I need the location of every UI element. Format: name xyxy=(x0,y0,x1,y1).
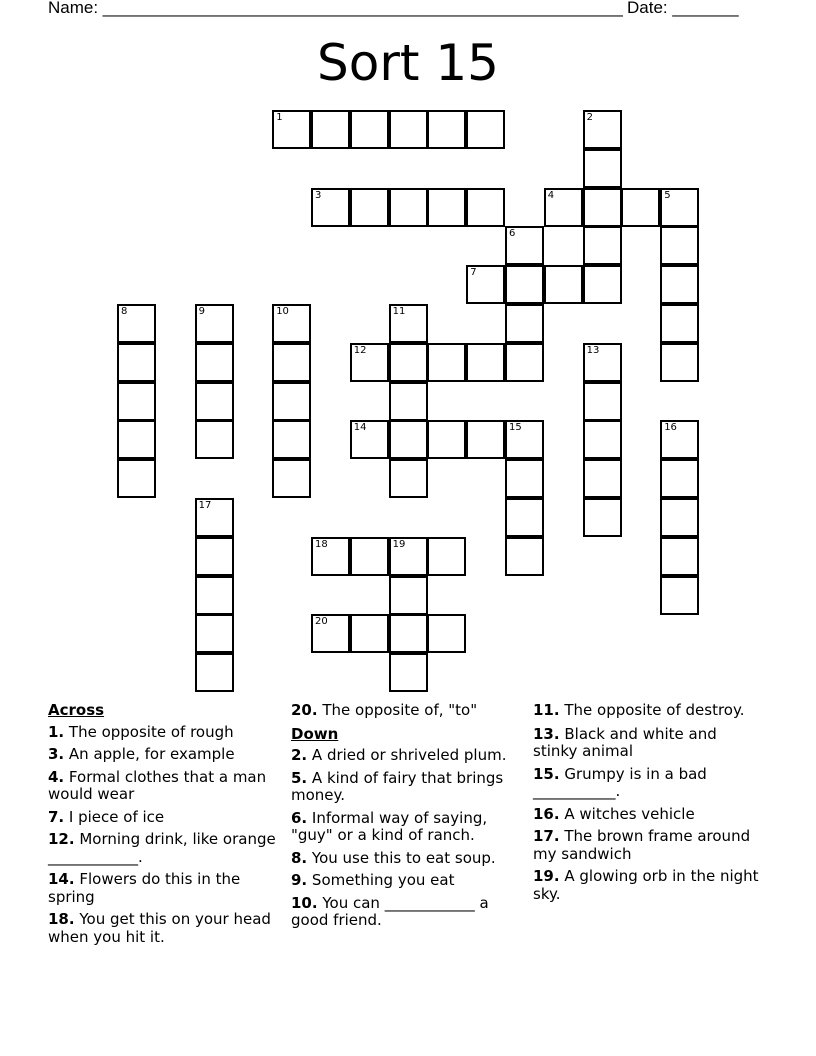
grid-cell[interactable] xyxy=(583,226,622,265)
grid-cell[interactable] xyxy=(427,420,466,459)
grid-cell[interactable] xyxy=(117,343,156,382)
clue-down-8: 8. You use this to eat soup. xyxy=(291,848,496,867)
grid-cell[interactable] xyxy=(466,343,505,382)
grid-cell[interactable] xyxy=(389,653,428,692)
clue-number: 14 xyxy=(353,422,367,434)
grid-cell[interactable] xyxy=(195,653,234,692)
clue-down-9: 9. Something you eat xyxy=(291,871,455,889)
clue-number: 19 xyxy=(392,538,406,550)
grid-cell[interactable] xyxy=(389,459,428,498)
clue-number: 17 xyxy=(198,500,212,511)
clue-down-10: 10. You can ____________ a good friend. xyxy=(291,893,489,929)
grid-cell[interactable] xyxy=(117,382,156,421)
name-field[interactable]: Name: _______________________________________________________ xyxy=(48,0,623,17)
grid-cell[interactable] xyxy=(660,459,699,498)
grid-cell[interactable] xyxy=(195,576,234,615)
clues-column-1 xyxy=(48,700,276,951)
grid-cell[interactable] xyxy=(505,537,544,576)
grid-cell[interactable] xyxy=(311,188,350,227)
grid-cell[interactable] xyxy=(660,537,699,576)
grid-cell[interactable] xyxy=(466,110,505,149)
grid-cell[interactable] xyxy=(389,537,428,576)
clue-across-12: 12. Morning drink, like orange ____________. xyxy=(48,830,276,866)
clue-number: 12 xyxy=(353,344,367,356)
grid-cell[interactable] xyxy=(389,382,428,421)
grid-cell[interactable] xyxy=(350,110,389,149)
clue-across-18: 18. You get this on your head when you hit it. xyxy=(48,910,271,946)
grid-cell[interactable] xyxy=(505,343,544,382)
grid-cell[interactable] xyxy=(427,537,466,576)
grid-cell[interactable] xyxy=(583,149,622,188)
grid-cell[interactable] xyxy=(195,343,234,382)
clue-number: 2 xyxy=(586,112,593,123)
clue-number: 5 xyxy=(664,189,671,201)
grid-cell[interactable] xyxy=(583,265,622,304)
clue-down-11: 11. The opposite of destroy. xyxy=(533,701,745,719)
grid-cell[interactable] xyxy=(505,420,544,459)
grid-cell[interactable] xyxy=(117,304,156,343)
clue-number: 1 xyxy=(276,112,283,123)
grid-cell[interactable] xyxy=(660,265,699,304)
grid-cell[interactable] xyxy=(583,459,622,498)
clue-number: 3 xyxy=(315,189,322,201)
grid-cell[interactable] xyxy=(117,420,156,459)
grid-cell[interactable] xyxy=(389,576,428,615)
grid-cell[interactable] xyxy=(505,226,544,265)
clue-down-2: 2. A dried or shriveled plum. xyxy=(291,746,507,764)
grid-cell[interactable] xyxy=(583,420,622,459)
grid-cell[interactable] xyxy=(544,188,583,227)
grid-cell[interactable] xyxy=(660,188,699,227)
grid-cell[interactable] xyxy=(427,343,466,382)
clue-down-15: 15. Grumpy is in a bad ___________. xyxy=(533,764,707,800)
clue-down-16: 16. A witches vehicle xyxy=(533,804,695,823)
grid-cell[interactable] xyxy=(389,614,428,653)
grid-cell[interactable] xyxy=(195,614,234,653)
grid-cell[interactable] xyxy=(505,265,544,304)
grid-cell[interactable] xyxy=(427,188,466,227)
grid-cell[interactable] xyxy=(195,498,234,537)
grid-cell[interactable] xyxy=(195,304,234,343)
grid-cell[interactable] xyxy=(195,382,234,421)
clues-column-2 xyxy=(291,700,519,935)
grid-cell[interactable] xyxy=(117,459,156,498)
across-title: Across xyxy=(48,701,105,719)
grid-cell[interactable] xyxy=(660,343,699,382)
grid-cell[interactable] xyxy=(311,537,350,576)
grid-cell[interactable] xyxy=(505,304,544,343)
grid-cell[interactable] xyxy=(311,110,350,149)
grid-cell[interactable] xyxy=(583,188,622,227)
clue-number: 10 xyxy=(276,306,289,317)
grid-cell[interactable] xyxy=(350,188,389,227)
clue-number: 13 xyxy=(586,344,600,356)
grid-cell[interactable] xyxy=(621,188,660,227)
clue-across-14: 14. Flowers do this in the spring xyxy=(48,870,241,906)
clue-number: 16 xyxy=(664,422,677,434)
grid-cell[interactable] xyxy=(272,110,311,149)
grid-cell[interactable] xyxy=(272,382,311,421)
grid-cell[interactable] xyxy=(427,110,466,149)
clue-across-20: 20. The opposite of, "to" xyxy=(291,701,478,719)
clue-number: 4 xyxy=(547,189,555,201)
clue-number: 9 xyxy=(198,306,205,317)
grid-cell[interactable] xyxy=(350,343,389,382)
grid-cell[interactable] xyxy=(660,304,699,343)
grid-cell[interactable] xyxy=(583,343,622,382)
clue-across-3: 3. An apple, for example xyxy=(48,745,235,763)
grid-cell[interactable] xyxy=(583,498,622,537)
grid-cell[interactable] xyxy=(660,420,699,459)
clue-down-5: 5. A kind of fairy that brings money. xyxy=(291,768,504,804)
grid-cell[interactable] xyxy=(660,576,699,615)
grid-cell[interactable] xyxy=(389,188,428,227)
clue-across-4: 4. Formal clothes that a man would wear xyxy=(48,767,267,803)
grid-cell[interactable] xyxy=(505,459,544,498)
grid-cell[interactable] xyxy=(389,304,428,343)
down-title: Down xyxy=(291,724,339,743)
clue-number: 11 xyxy=(392,306,406,317)
grid-cell[interactable] xyxy=(195,537,234,576)
clue-down-17: 17. The brown frame around my sandwich xyxy=(533,827,751,863)
grid-cell[interactable] xyxy=(544,265,583,304)
clue-number: 6 xyxy=(509,228,516,240)
grid-cell[interactable] xyxy=(427,614,466,653)
page-title: Sort 15 xyxy=(316,34,499,92)
clue-number: 15 xyxy=(509,422,522,434)
grid-cell[interactable] xyxy=(350,537,389,576)
clue-number: 8 xyxy=(121,306,128,317)
grid-cell[interactable] xyxy=(466,265,505,304)
clue-down-13: 13. Black and white and stinky animal xyxy=(533,724,717,760)
clue-down-6: 6. Informal way of saying, "guy" or a kind of ranch. xyxy=(291,808,488,844)
grid-cell[interactable] xyxy=(272,343,311,382)
clue-number: 20 xyxy=(315,616,328,628)
clue-across-1: 1. The opposite of rough xyxy=(48,722,234,741)
grid-cell[interactable] xyxy=(389,110,428,149)
clue-number: 18 xyxy=(315,538,328,550)
grid-cell[interactable] xyxy=(583,382,622,421)
clues-column-3 xyxy=(533,700,765,908)
grid-cell[interactable] xyxy=(350,420,389,459)
clue-down-19: 19. A glowing orb in the night sky. xyxy=(533,867,759,903)
grid-cell[interactable] xyxy=(350,614,389,653)
grid-cell[interactable] xyxy=(195,420,234,459)
grid-cell[interactable] xyxy=(583,110,622,149)
grid-cell[interactable] xyxy=(660,226,699,265)
clue-number: 7 xyxy=(470,267,477,279)
grid-cell[interactable] xyxy=(272,420,311,459)
grid-cell[interactable] xyxy=(466,188,505,227)
grid-cell[interactable] xyxy=(466,420,505,459)
grid-cell[interactable] xyxy=(389,343,428,382)
grid-cell[interactable] xyxy=(505,498,544,537)
clue-across-7: 7. I piece of ice xyxy=(48,807,165,826)
date-field[interactable]: Date: _______ xyxy=(627,0,739,17)
grid-cell[interactable] xyxy=(660,498,699,537)
grid-cell[interactable] xyxy=(389,420,428,459)
grid-cell[interactable] xyxy=(272,304,311,343)
grid-cell[interactable] xyxy=(311,614,350,653)
grid-cell[interactable] xyxy=(272,459,311,498)
